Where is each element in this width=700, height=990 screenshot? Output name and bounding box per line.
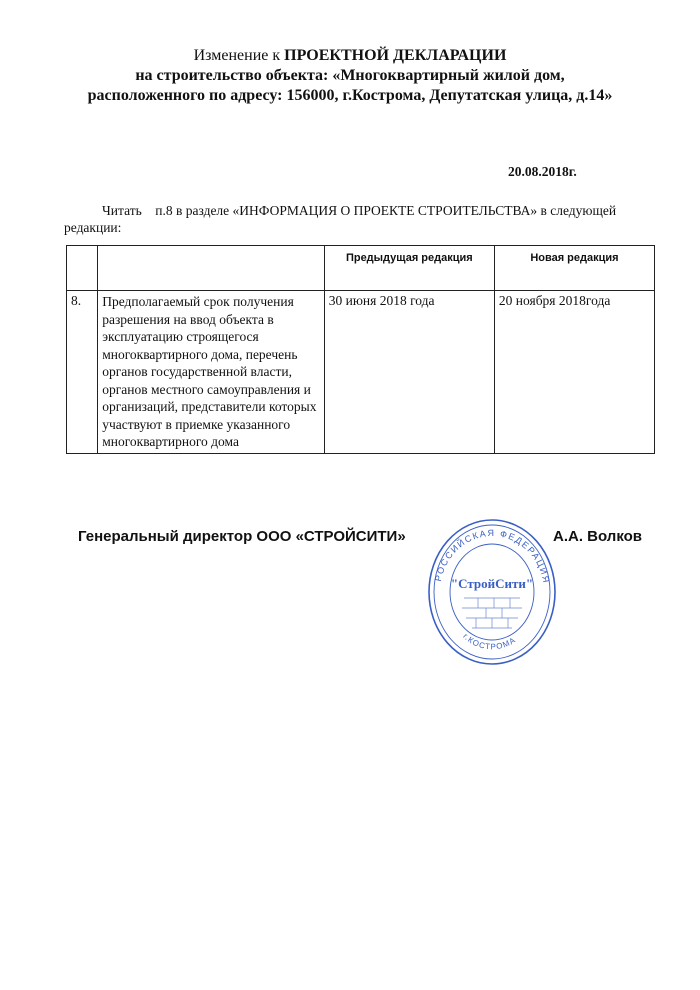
row-previous-value: 30 июня 2018 года — [324, 291, 494, 454]
title-main: ПРОЕКТНОЙ ДЕКЛАРАЦИИ — [284, 47, 507, 64]
title-prefix: Изменение к — [193, 47, 285, 64]
header-cell-num — [67, 246, 98, 291]
table-row — [67, 291, 655, 454]
signature-position: Генеральный директор ООО «СТРОЙСИТИ» — [78, 528, 406, 545]
document-title — [0, 46, 700, 66]
stamp-center-text: "СтройСити" — [450, 576, 534, 591]
row-description: Предполагаемый срок получения разрешения на ввод объекта в эксплуатацию строящегося многоквартирного дома, перечень органов государственной власти, органов местного самоуправления и организаций, представители которых участвуют в приемке указанного многоквартирного дома — [98, 291, 325, 454]
header-cell-desc — [98, 246, 325, 291]
document-header — [0, 46, 700, 106]
title-line-3: расположенного по адресу: 156000, г.Кострома, Депутатская улица, д.14» — [87, 87, 613, 104]
intro-paragraph — [64, 202, 654, 236]
table-header-row — [67, 246, 655, 291]
header-cell-new: Новая редакция — [494, 246, 654, 291]
company-stamp — [426, 512, 558, 668]
header-cell-previous: Предыдущая редакция — [324, 246, 494, 291]
intro-verb: Читать — [102, 203, 142, 218]
document-date: 20.08.2018г. — [508, 164, 577, 179]
signature-name: А.А. Волков — [553, 528, 643, 545]
stamp-top-text: РОССИЙСКАЯ ФЕДЕРАЦИЯ — [432, 527, 552, 585]
intro-text: п.8 в разделе «ИНФОРМАЦИЯ О ПРОЕКТЕ СТРОИТЕЛЬСТВА» в следующей редакции: — [64, 203, 617, 235]
title-line-2: на строительство объекта: «Многоквартирный жилой дом, — [135, 67, 565, 84]
row-new-value: 20 ноября 2018года — [494, 291, 654, 454]
row-number: 8. — [67, 291, 98, 454]
svg-text:г.КОСТРОМА — [461, 632, 517, 652]
stamp-seal — [426, 512, 558, 668]
amendment-table — [66, 245, 655, 454]
stamp-bottom-text: г.КОСТРОМА — [461, 631, 518, 652]
